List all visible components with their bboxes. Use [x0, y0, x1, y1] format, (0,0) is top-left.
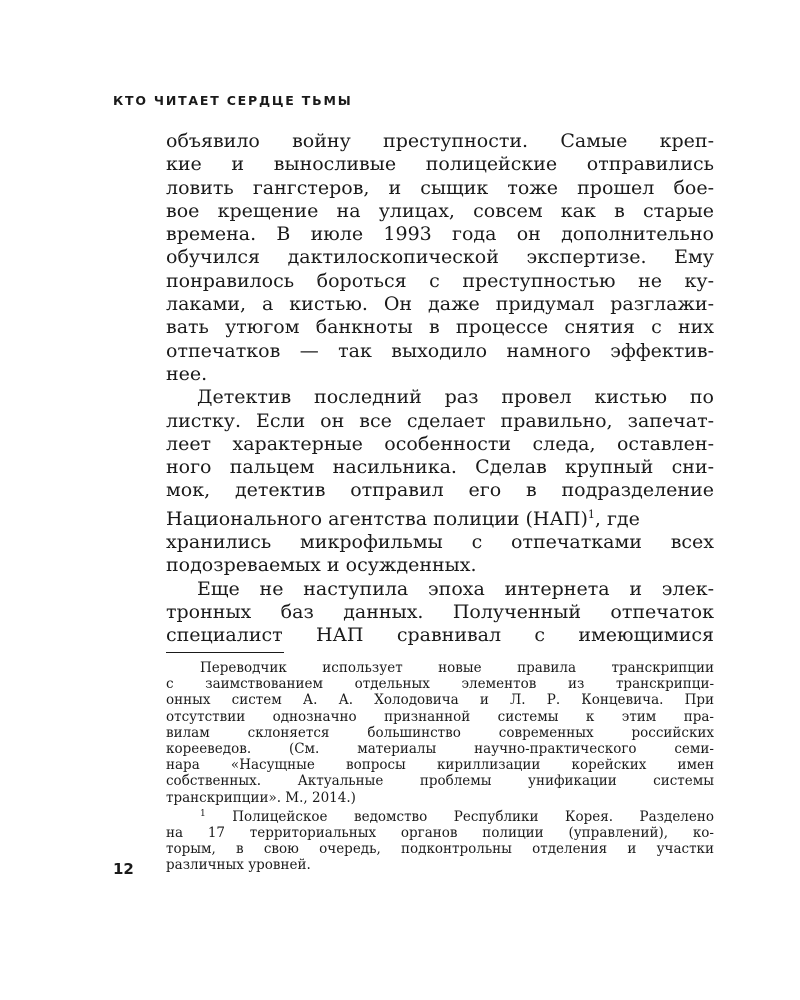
footnote-divider — [166, 652, 284, 653]
footnote-line: собственных. Актуальные проблемы унификации системы — [166, 773, 714, 790]
text-line: объявило войну преступности. Самые креп- — [166, 130, 714, 152]
text-line: понравилось бороться с преступностью не ку- — [166, 269, 714, 292]
footnote-line-with-marker — [166, 806, 714, 825]
text-line: ловить гангстеров, и сыщик тоже прошел бое- — [166, 176, 714, 199]
footnote-line: корееведов. (См. материалы научно-практического семи- — [166, 741, 714, 758]
text-line: мок, детектив отправил его в подразделение — [166, 479, 714, 502]
footnote-line: транскрипции». М., 2014.) — [166, 789, 356, 806]
text-line: нее. — [166, 362, 208, 385]
text-line: отпечатков — так выходило намного эффектив- — [166, 339, 714, 362]
footnote-line: Переводчик использует новые правила транскрипции — [200, 660, 714, 676]
footnote-line: торым, в свою очередь, подконтрольны отделения и участки — [166, 841, 714, 858]
text-line: подозреваемых и осужденных. — [166, 554, 477, 577]
text-line: листку. Если он все сделает правильно, запечат- — [166, 409, 714, 432]
footnote-line: Полицейское ведомство Республики Корея. Разделено — [205, 808, 714, 825]
text-line-with-footnote — [166, 503, 714, 531]
footnote-line: на 17 территориальных органов полиции (управлений), ко- — [166, 825, 714, 842]
footnote-line: нара «Насущные вопросы кириллизации корейских имен — [166, 757, 714, 774]
footnote-line: вилам склоняется большинство современных российских — [166, 724, 714, 741]
main-text — [166, 130, 714, 648]
footnotes — [166, 660, 714, 874]
text-line: лаками, а кистью. Он даже придумал разглажи- — [166, 293, 714, 316]
text-line: обучился дактилоскопической экспертизе. Ему — [166, 246, 714, 269]
text-line: вать утюгом банкноты в процессе снятия с них — [166, 316, 714, 339]
page-number: 12 — [113, 860, 134, 878]
footnote-line: с заимствованием отдельных элементов из транскрипци- — [166, 676, 714, 693]
text-line: хранились микрофильмы с отпечатками всех — [166, 531, 714, 554]
footnote-line: различных уровней. — [166, 857, 311, 874]
running-title: КТО ЧИТАЕТ СЕРДЦЕ ТЬМЫ — [113, 93, 353, 108]
footnote-reference[interactable]: 1 — [587, 507, 595, 521]
text-line: Детектив последний раз провел кистью по — [197, 386, 714, 409]
text-line: специалист НАП сравнивал с имеющимися — [166, 624, 714, 647]
text-line: Еще не наступила эпоха интернета и элек- — [197, 577, 714, 600]
text-line: Национального агентства полиции (НАП) — [166, 507, 588, 530]
text-line: тронных баз данных. Полученный отпечаток — [166, 600, 714, 623]
text-line: вое крещение на улицах, совсем как в старые — [166, 199, 714, 222]
footnote-marker: 1 — [200, 808, 206, 819]
footnote-line: онных систем А. А. Холодовича и Л. Р. Концевича. При — [166, 692, 714, 709]
text-line: ного пальцем насильника. Сделав крупный сни- — [166, 456, 714, 479]
text-line-tail: , где — [594, 507, 640, 530]
text-line: кие и выносливые полицейские отправились — [166, 153, 714, 176]
footnote-line: отсутствии однозначно признанной системы к этим пра- — [166, 708, 714, 725]
text-line: времена. В июле 1993 года он дополнительно — [166, 223, 714, 246]
text-line: леет характерные особенности следа, оставлен- — [166, 432, 714, 455]
